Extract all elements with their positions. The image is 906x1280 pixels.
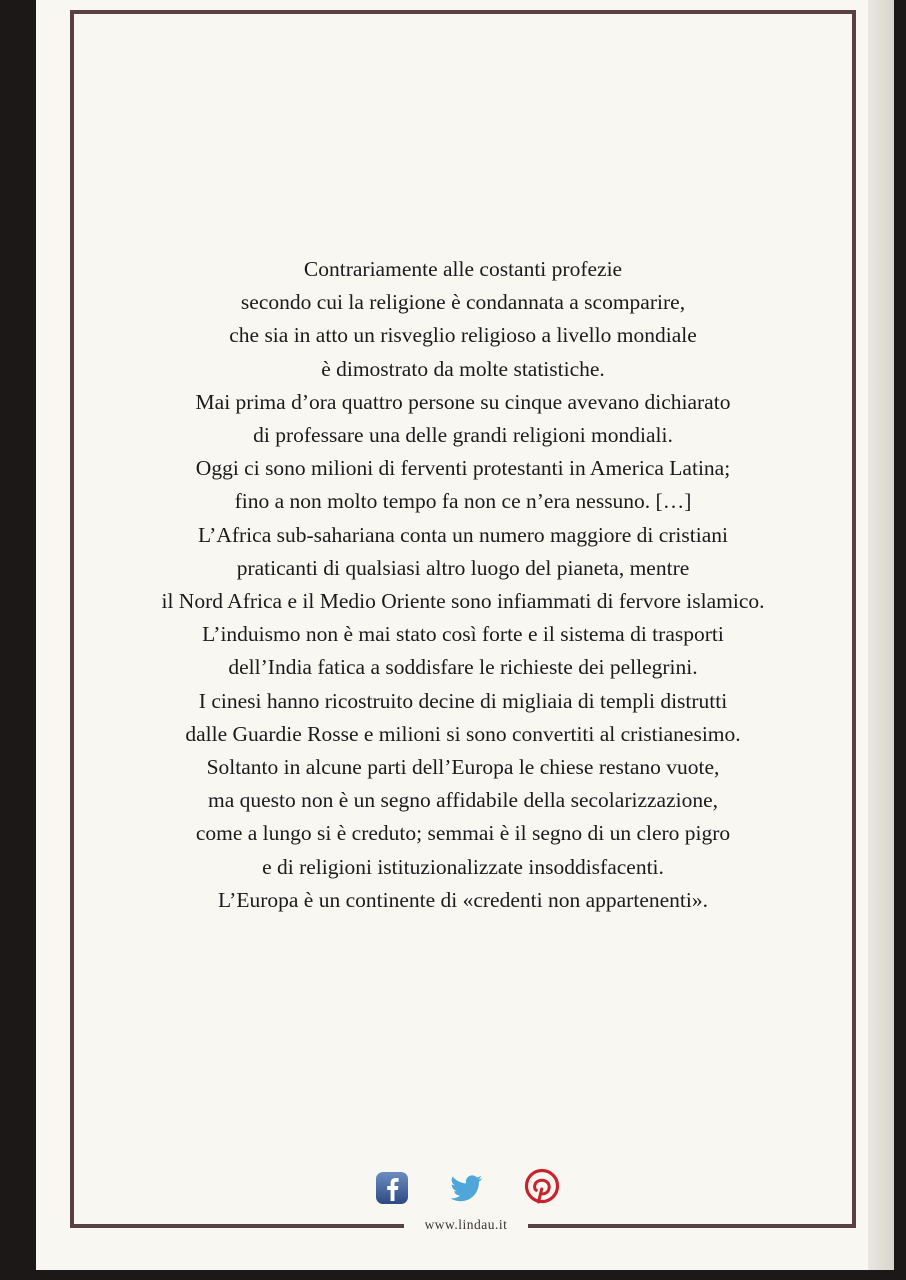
facebook-icon[interactable] <box>372 1168 412 1208</box>
twitter-icon[interactable] <box>446 1168 486 1208</box>
blurb-line: Oggi ci sono milioni di ferventi protestanti in America Latina; <box>195 456 731 481</box>
blurb-line: come a lungo si è creduto; semmai è il segno di un clero pigro <box>195 821 731 846</box>
blurb-line: Contrariamente alle costanti profezie <box>303 257 623 281</box>
blurb-line: Soltanto in alcune parti dell’Europa le chiese restano vuote, <box>206 755 720 780</box>
blurb-line: Mai prima d’ora quattro persone su cinque avevano dichiarato <box>195 389 731 414</box>
blurb-line: L’Europa è un continente di «credenti non appartenenti». <box>218 887 708 912</box>
blurb-line: L’induismo non è mai stato così forte e il sistema di trasporti <box>202 622 724 647</box>
blurb-line: secondo cui la religione è condannata a scomparire, <box>240 290 686 315</box>
pinterest-icon[interactable] <box>522 1168 562 1208</box>
blurb-line: ma questo non è un segno affidabile della secolarizzazione, <box>207 788 719 813</box>
blurb-line: dalle Guardie Rosse e milioni si sono convertiti al cristianesimo. <box>185 721 741 746</box>
blurb-line: L’Africa sub-sahariana conta un numero maggiore di cristiani <box>198 522 728 547</box>
blurb-line: e di religioni istituzionalizzate insoddisfacenti. <box>262 854 664 879</box>
blurb-line: I cinesi hanno ricostruito decine di migliaia di templi distrutti <box>198 688 728 713</box>
blurb-line: è dimostrato da molte statistiche. <box>321 356 605 381</box>
blurb-line: praticanti di qualsiasi altro luogo del pianeta, mentre <box>236 555 690 580</box>
blurb-line: di professare una delle grandi religioni mondiali. <box>253 423 673 448</box>
cover-edge <box>868 0 894 1270</box>
blurb-line: che sia in atto un risveglio religioso a livello mondiale <box>229 323 697 348</box>
blurb-line: dell’India fatica a soddisfare le richieste dei pellegrini. <box>228 655 698 680</box>
blurb-line: fino a non molto tempo fa non ce n’era nessuno. […] <box>234 489 692 514</box>
blurb-passage <box>80 253 846 917</box>
publisher-website[interactable]: www.lindau.it <box>424 1217 508 1232</box>
blurb-line: il Nord Africa e il Medio Oriente sono infiammati di fervore islamico. <box>161 589 765 614</box>
